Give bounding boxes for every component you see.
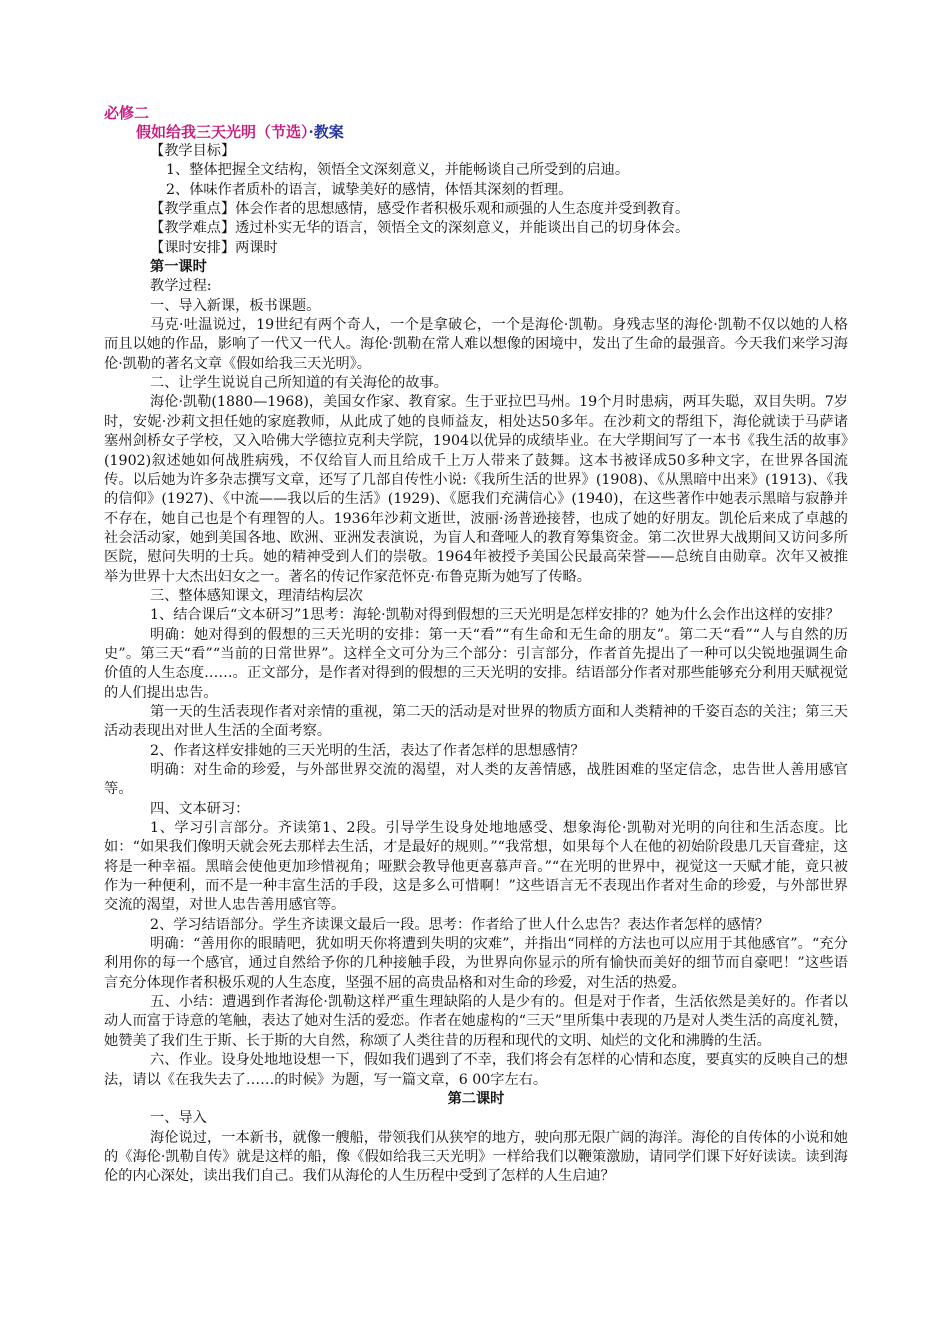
lesson-title-main: 假如给我三天光明（节选）: [136, 123, 309, 141]
paragraph: 第二课时: [447, 1090, 505, 1107]
lesson-title: [136, 123, 848, 142]
paragraph: 马克·吐温说过，19世纪有两个奇人，一个是拿破仑，一个是海伦·凯勒。身残志坚的海伦·凯勒不仅以她的人格而且以她的作品，影响了一代又一代人。海伦·凯勒在常人难以想像的困境中，发出了生命的最强音。今天我们来学习海伦·凯勒的著名文章《假如给我三天光明》。: [104, 317, 848, 372]
paragraph: 明确：她对得到的假想的三天光明的安排：第一天“看”“有生命和无生命的朋友”。第二天“看”“人与自然的历史”。第三天“看”“当前的日常世界”。这样全文可分为三个部分：引言部分，作者首先提出了一种可以尖锐地强调生命价值的人生态度……。正文部分，是作者对得到的假想的三天光明的安排。结语部分作者对那些能够充分利用天赋视觉的人们提出忠告。: [104, 626, 848, 701]
paragraph: 【课时安排】两课时: [150, 239, 278, 256]
paragraph: 海伦·凯勒(1880—1968)，美国女作家、教育家。生于亚拉巴马州。19个月时患病，两耳失聪，双目失明。7岁时，安妮·沙莉文担任她的家庭教师，从此成了她的良师益友，相处达50多年。在沙莉文的帮组下，海伦就读于马萨诸塞州剑桥女子学校，又入哈佛大学德拉克利夫学院，1904以优异的成绩毕业。在大学期间写了一本书《我生活的故事》(1902)叙述她如何战胜病残，不仅给盲人而且给成千上万人带来了鼓舞。这本书被译成50多种文字，在世界各国流传。以后她为许多杂志撰写文章，还写了几部自传性小说:《我所生活的世界》(1908)、《从黑暗中出来》(1913)、《我的信仰》(1927)、《中流——我以后的生活》(1929)、《愿我们充满信心》(1940)，在这些著作中她表示黑暗与寂静并不存在，她自己也是个有理智的人。1936年沙莉文逝世，波丽·汤普逊接替，也成了她的好朋友。凯伦后来成了卓越的社会活动家，她到美国各地、欧洲、亚洲发表演说，为盲人和聋哑人的教育筹集资金。第二次世界大战期间又访问多所医院，慰问失明的士兵。她的精神受到人们的崇敬。1964年被授予美国公民最高荣誉——总统自由勋章。次年又被推举为世界十大杰出妇女之一。著名的传记作家范怀克·布鲁克斯为她写了传略。: [104, 394, 848, 585]
lesson-title-suffix: ·教案: [308, 123, 344, 141]
paragraph: 五、小结：遭遇到作者海伦·凯勒这样严重生理缺陷的人是少有的。但是对于作者，生活依然是美好的。作者以动人而富于诗意的笔触，表达了她对生活的爱恋。作者在她虚构的“三天”里所集中表现的乃是对人类生活的高度礼赞，她赞美了我们生于斯、长于斯的大自然，称颂了人类往昔的历程和现代的文明、灿烂的文化和沸腾的生活。: [104, 994, 848, 1049]
paragraph: 【教学重点】体会作者的思想感情，感受作者积极乐观和顽强的人生态度并受到教育。: [150, 201, 690, 218]
paragraph: 三、整体感知课文，理清结构层次: [150, 587, 363, 604]
paragraph: 六、作业。设身处地地设想一下，假如我们遇到了不幸，我们将会有怎样的心情和态度，要真实的反映自己的想法，请以《在我失去了……的时候》为题，写一篇文章，6 00字左右。: [104, 1052, 848, 1088]
paragraph: 2、体味作者质朴的语言，诚挚美好的感情，体悟其深刻的哲理。: [166, 181, 573, 198]
paragraph: 第一课时: [150, 259, 207, 276]
paragraph: 1、学习引言部分。齐读第1、2段。引导学生设身处地地感受、想象海伦·凯勒对光明的向往和生活态度。比如：“如果我们像明天就会死去那样去生活，才是最好的规则。”“我常想，如果每个人在他的初始阶段患几天盲聋症，这将是一种幸福。黑暗会使他更加珍惜视角；哑默会教导他更喜慕声音。”“在光明的世界中，视觉这一天赋才能，竟只被作为一种便利，而不是一种丰富生活的手段，这是多么可惜啊！”这些语言无不表现出作者对生命的珍爱，与外部世界交流的渴望，对世人忠告善用感官等。: [104, 820, 848, 914]
paragraph: 2、学习结语部分。学生齐读课文最后一段。思考：作者给了世人什么忠告？表达作者怎样的感情？: [150, 916, 770, 933]
paragraph: 【教学难点】透过朴实无华的语言，领悟全文的深刻意义，并能谈出自己的切身体会。: [150, 220, 690, 237]
paragraph: 明确：“善用你的眼睛吧，犹如明天你将遭到失明的灾难”，并指出“同样的方法也可以应用于其他感官”。“充分利用你的每一个感官，通过自然给予你的几种接触手段，为世界向你显示的所有愉快而美好的细节而自豪吧！”这些语言充分体现作者积极乐观的人生态度，坚强不屈的高贵品格和对生命的珍爱，对生活的热爱。: [104, 936, 848, 991]
paragraph: 一、导入新课，板书课题。: [150, 297, 321, 314]
paragraph: 1、结合课后“文本研习”1思考：海轮·凯勒对得到假想的三天光明是怎样安排的？她为什么会作出这样的安排？: [150, 607, 840, 624]
paragraph: 二、让学生说说自己所知道的有关海伦的故事。: [150, 375, 448, 392]
paragraph: 【教学目标】: [150, 143, 236, 159]
paragraph: 2、作者这样安排她的三天光明的生活，表达了作者怎样的思想感情？: [150, 742, 585, 759]
paragraph: 1、整体把握全文结构，领悟全文深刻意义，并能畅谈自己所受到的启迪。: [166, 162, 630, 179]
course-label: 必修二: [104, 104, 150, 122]
paragraph: 第一天的生活表现作者对亲情的重视，第二天的活动是对世界的物质方面和人类精神的千姿百态的关注；第三天活动表现出对世人生活的全面考察。: [104, 703, 848, 740]
document-page: [104, 104, 848, 1187]
paragraph: 四、文本研习：: [150, 800, 250, 817]
paragraph: 明确：对生命的珍爱，与外部世界交流的渴望，对人类的友善情感，战胜困难的坚定信念，忠告世人善用感官等。: [104, 762, 848, 798]
document-body: [104, 142, 848, 1187]
paragraph: 教学过程:: [150, 278, 212, 295]
paragraph: 海伦说过，一本新书，就像一艘船，带领我们从狭窄的地方，驶向那无限广阔的海洋。海伦的自传体的小说和她的《海伦·凯勒自传》就是这样的船，像《假如给我三天光明》一样给我们以鞭策激励，请同学们课下好好读读。读到海伦的内心深处，读出我们自己。我们从海伦的人生历程中受到了怎样的人生启迪？: [104, 1129, 848, 1185]
paragraph: 一、导入: [150, 1110, 207, 1127]
